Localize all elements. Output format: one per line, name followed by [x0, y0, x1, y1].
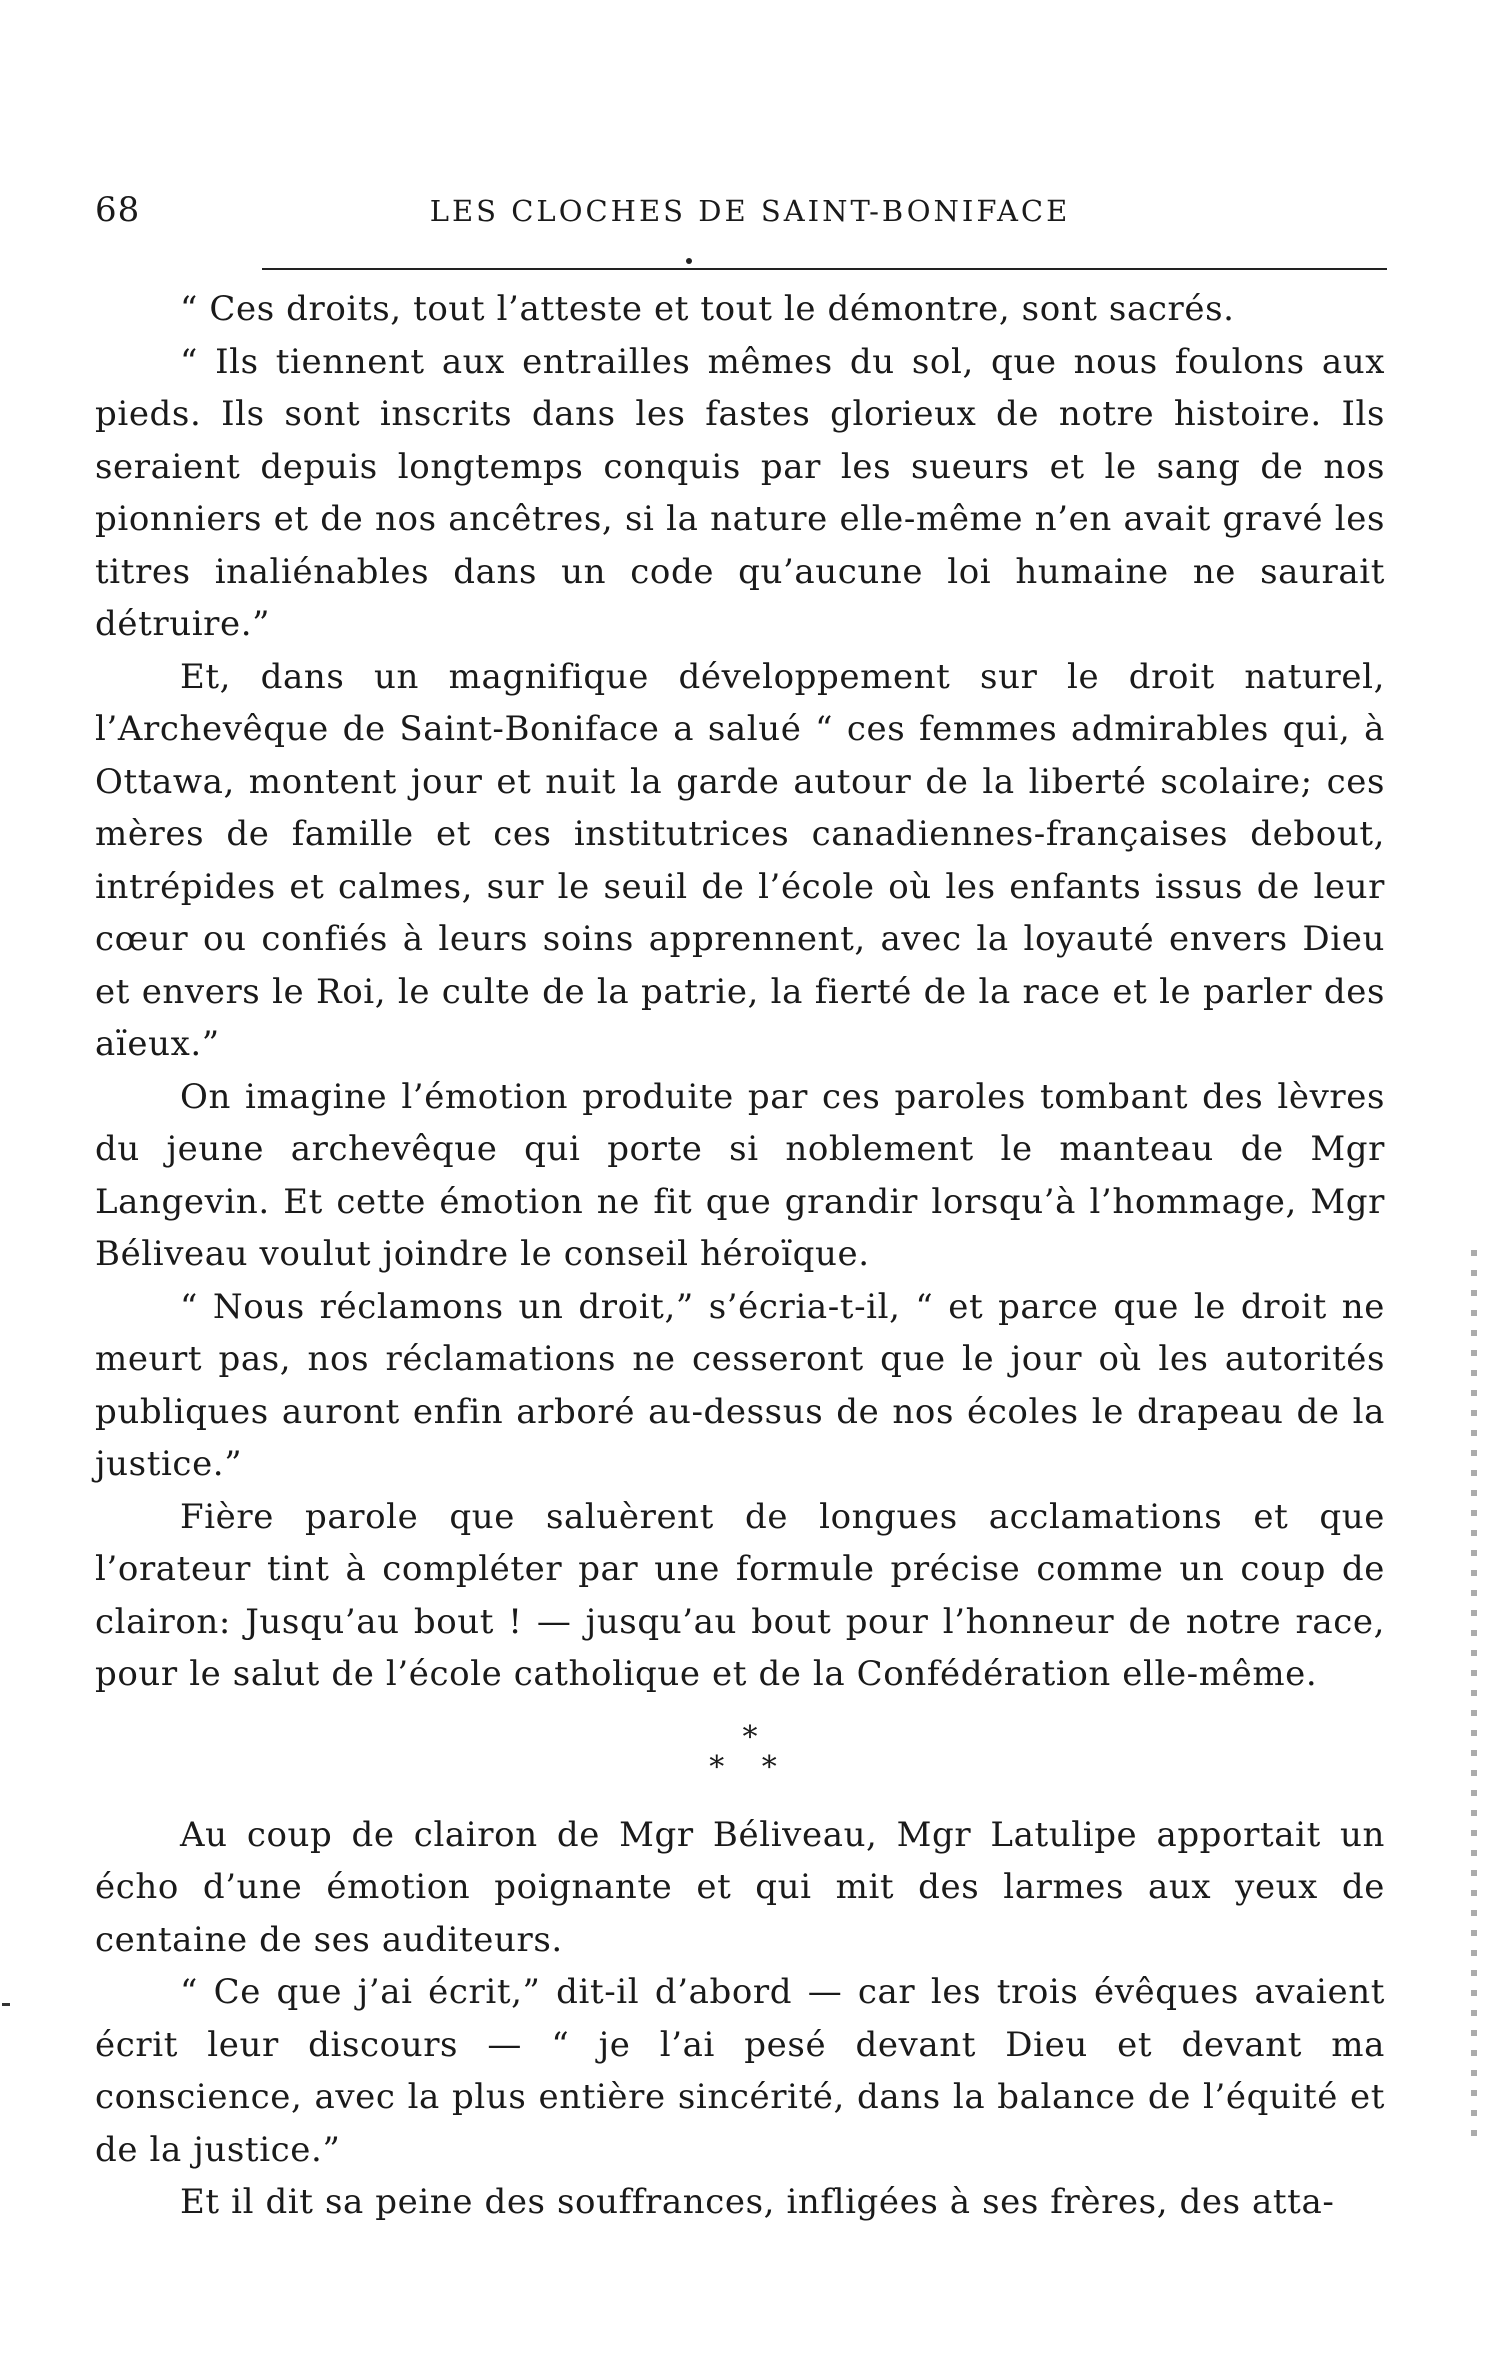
paragraph-8: “ Ce que j’ai écrit,” dit-il d’abord — car les trois évêques avaient écrit leur discours — “ je l’ai pesé devant Dieu et devant ma conscience, avec la plus entière sincérité, dans la balance de l’équité et de la justice.”	[95, 1972, 1385, 2170]
paragraph-4: On imagine l’émotion produite par ces paroles tombant des lèvres du jeune archevêque qui porte si noblement le manteau de Mgr Langevin. Et cette émotion ne fit que grandir lorsqu’à l’hommage, Mgr Béliveau voulut joindre le conseil héroïque.	[95, 1076, 1385, 1274]
section-ornament	[95, 1719, 1385, 1785]
paragraph-1: “ Ces droits, tout l’atteste et tout le démontre, sont sacrés.	[180, 289, 1235, 329]
header-dot	[686, 258, 692, 264]
header-rule	[262, 268, 1387, 270]
asterism-top: *	[742, 1719, 758, 1755]
scan-edge-marks	[1471, 1250, 1477, 2150]
body-text	[95, 283, 1385, 2229]
margin-mark	[2, 2003, 10, 2006]
running-title: LES CLOCHES DE SAINT-BONIFACE	[429, 194, 1071, 228]
paragraph-2: “ Ils tiennent aux entrailles mêmes du sol, que nous foulons aux pieds. Ils sont inscrits dans les fastes glorieux de notre histoire. Ils seraient depuis longtemps conquis par les sueurs et le sang de nos pionniers et de nos ancêtres, si la nature elle-même n’en avait gravé les titres inaliénables dans un code qu’aucune loi humaine ne saurait détruire.”	[95, 341, 1385, 644]
paragraph-5: “ Nous réclamons un droit,” s’écria-t-il, “ et parce que le droit ne meurt pas, nos réclamations ne cesseront que le jour où les autorités publiques auront enfin arboré au-dessus de nos écoles le drapeau de la justice.”	[95, 1286, 1385, 1484]
asterism-bottom: * *	[709, 1749, 791, 1785]
paragraph-6: Fière parole que saluèrent de longues acclamations et que l’orateur tint à compléter par une formule précise comme un coup de clairon: Jusqu’au bout ! — jusqu’au bout pour l’honneur de notre race, pour le salut de l’école catholique et de la Confédération elle-même.	[95, 1496, 1385, 1694]
paragraph-7: Au coup de clairon de Mgr Béliveau, Mgr Latulipe apportait un écho d’une émotion poignante et qui mit des larmes aux yeux de centaine de ses auditeurs.	[95, 1814, 1385, 1960]
page-number: 68	[95, 190, 141, 230]
running-head	[95, 190, 1385, 240]
paragraph-9: Et il dit sa peine des souffrances, infligées à ses frères, des atta-	[180, 2182, 1335, 2222]
paragraph-3: Et, dans un magnifique développement sur le droit naturel, l’Archevêque de Saint-Boniface a salué “ ces femmes admirables qui, à Ottawa, montent jour et nuit la garde autour de la liberté scolaire; ces mères de famille et ces institutrices canadiennes-françaises debout, intrépides et calmes, sur le seuil de l’école où les enfants issus de leur cœur ou confiés à leurs soins apprennent, avec la loyauté envers Dieu et envers le Roi, le culte de la patrie, la fierté de la race et le parler des aïeux.”	[95, 656, 1385, 1064]
